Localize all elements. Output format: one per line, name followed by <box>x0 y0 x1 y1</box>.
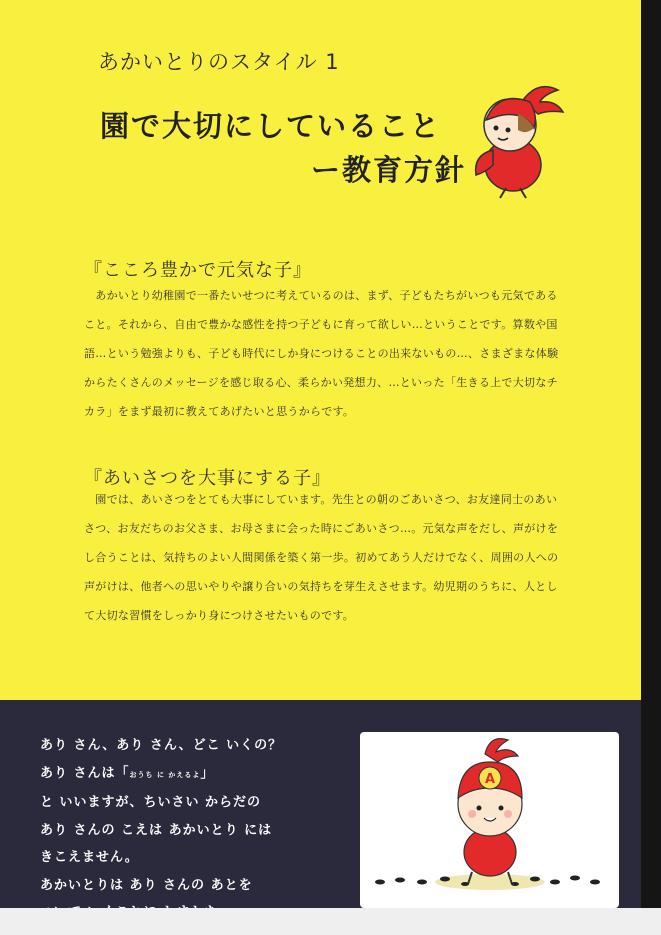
illustration-card <box>360 732 619 908</box>
scan-edge <box>641 0 661 935</box>
page-title-sub: ー教育方針 <box>311 153 467 187</box>
page-title: 園で大切にしていること <box>100 109 442 143</box>
story-line-5: きこえません。 <box>40 850 139 865</box>
story-line-4: あり さんの こえは あかいとり には <box>40 822 273 838</box>
story-line-3: と いいますが、ちいさい からだの <box>40 795 262 810</box>
story-line-2-small: おうち に かえるよ <box>129 770 201 779</box>
story-line-2b: 」 <box>200 765 215 781</box>
page-subtitle: あかいとりのスタイル 1 <box>98 50 340 74</box>
mascot-with-ants-illustration <box>360 732 619 908</box>
section-body-2: 園では、あいさつをとても大事にしています。先生との朝のごあいさつ、お友達同士のあいさつ、お友だちのお父さま、お母さまに会った時にごあいさつ…。元気な声をだし、声がけをし合うことは、気持ちのよい人間関係を築く第一歩。初めてあう人だけでなく、周囲の人への声がけは、他者への思いやりや譲り合いの気持ちを芽生えさせます。幼児期のうちに、人として大切な習慣をしっかり身につけさせたいものです。 <box>84 493 559 622</box>
story-line-6: あかいとりは あり さんの あとを <box>40 877 253 893</box>
section-body-1: あかいとり幼稚園で一番たいせつに考えているのは、まず、子どもたちがいつも元気であること。それから、自由で豊かな感性を持つ子どもに育って欲しい…ということです。算数や国語…という勉強よりも、子ども時代にしか身につけることの出来ないもの…、さまざまな体験からたくさんのメッセージを感じ取る心、柔らかい発想力、…といった「生きる上で大切なチカラ」をまず最初に教えてあげたいと思うからです。 <box>84 289 559 418</box>
story-line-1: あり さん、あり さん、どこ いくの？ <box>40 738 283 753</box>
bird-mascot-illustration <box>468 80 568 200</box>
story-line-2a: あり さんは「 <box>40 765 130 781</box>
story-text <box>40 732 340 927</box>
section-heading-2: 『あいさつを大事にする子』 <box>84 468 331 489</box>
section-heading-1: 『こころ豊かで元気な子』 <box>84 260 312 281</box>
story-line-2 <box>40 760 340 790</box>
mascot-letter: A <box>484 772 496 787</box>
scan-bottom-strip <box>0 908 661 935</box>
